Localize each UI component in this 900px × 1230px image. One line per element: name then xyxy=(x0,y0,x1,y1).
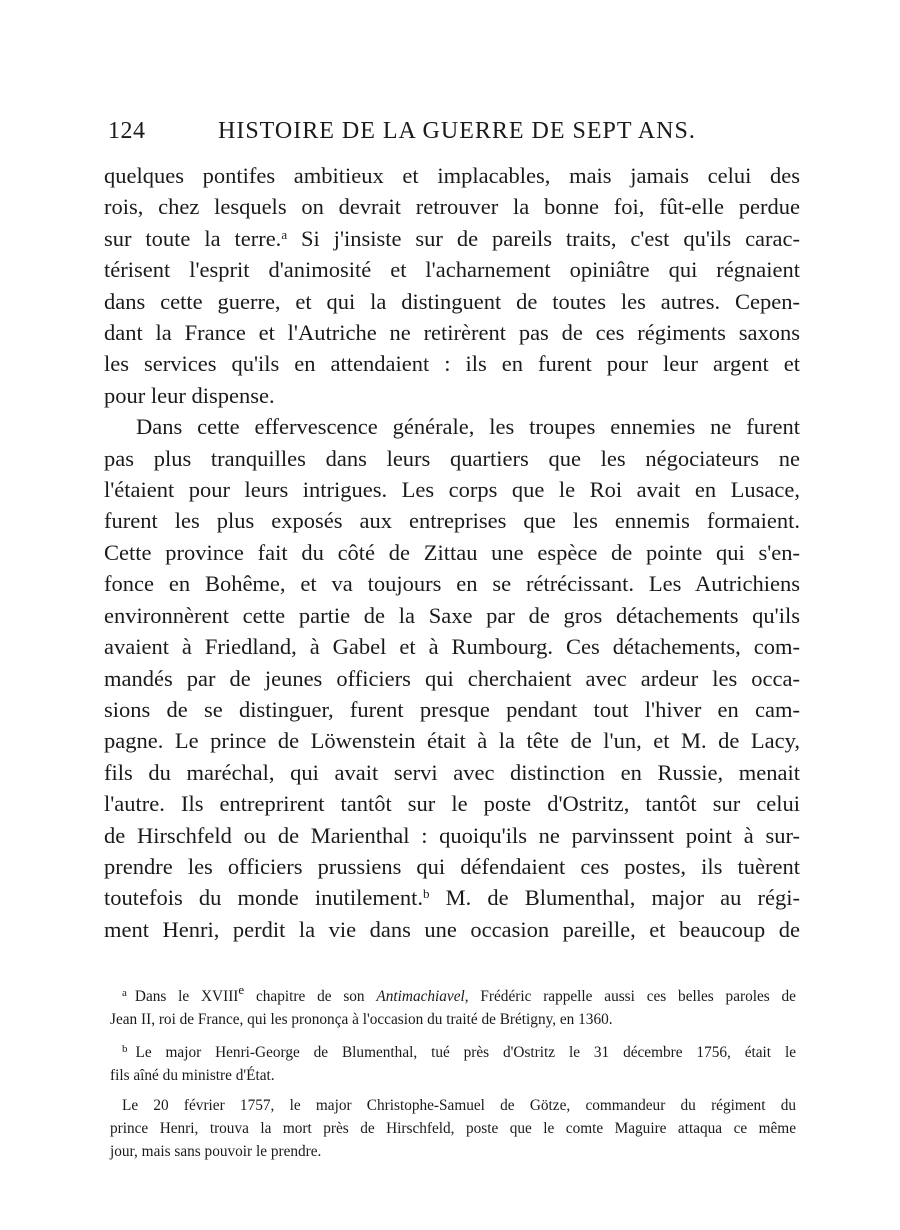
footnote-ref-a: a xyxy=(281,226,288,242)
footnote-a-line xyxy=(110,982,796,1008)
text-line: l'étaient pour leurs intrigues. Les corps que le Roi avait en Lusace, xyxy=(104,477,800,503)
text-line: de Hirschfeld ou de Marienthal : quoiqu'ils ne parvinssent point à sur- xyxy=(104,822,800,848)
footnote-b-line: jour, mais sans pouvoir le prendre. xyxy=(110,1143,322,1160)
text-line: furent les plus exposés aux entreprises que les ennemis formaient. xyxy=(104,508,800,534)
text-line: quelques pontifes ambitieux et implacables, mais jamais celui des xyxy=(104,163,800,188)
footnote-book-title: Antimachiavel, xyxy=(376,988,469,1005)
footnote-b-line: fils aîné du ministre d'État. xyxy=(110,1067,275,1084)
text-line: rois, chez lesquels on devrait retrouver la bonne foi, fût-elle perdue xyxy=(104,194,800,220)
page-header xyxy=(104,118,804,152)
footnotes xyxy=(110,982,796,1163)
text-line: térisent l'esprit d'animosité et l'acharnement opiniâtre qui régnaient xyxy=(104,257,800,283)
text-line: mandés par de jeunes officiers qui cherchaient avec ardeur les occa- xyxy=(104,665,800,691)
text-line: avaient à Friedland, à Gabel et à Rumbourg. Ces détachements, com- xyxy=(104,634,800,660)
text-line: fils du maréchal, qui avait servi avec distinction en Russie, menait xyxy=(104,759,800,785)
footnote-b-line: Le 20 février 1757, le major Christophe-Samuel de Götze, commandeur du régiment du xyxy=(122,1097,796,1114)
text-line xyxy=(104,882,800,913)
text-line: pour leur dispense. xyxy=(104,382,275,408)
text-line: sions de se distinguer, furent presque pendant tout l'hiver en cam- xyxy=(104,696,800,722)
text-line: Cette province fait du côté de Zittau une espèce de pointe qui s'en- xyxy=(104,539,800,565)
running-title: HISTOIRE DE LA GUERRE DE SEPT ANS. xyxy=(218,118,696,144)
footnote-a-line: Jean II, roi de France, qui les prononça à l'occasion du traité de Brétigny, en 1360. xyxy=(110,1011,613,1028)
text-line: dans cette guerre, et qui la distinguent de toutes les autres. Cepen- xyxy=(104,288,800,314)
footnote-text: Frédéric rappelle aussi ces belles paroles de xyxy=(468,988,796,1005)
page-number: 124 xyxy=(108,118,146,144)
footnote-text: chapitre de son xyxy=(244,988,377,1005)
text-line: pas plus tranquilles dans leurs quartiers que les négociateurs ne xyxy=(104,445,800,471)
footnote-b-line xyxy=(110,1038,796,1064)
footnote-ref-b: b xyxy=(423,886,430,902)
text-line: prendre les officiers prussiens qui défendaient ces postes, ils tuèrent xyxy=(104,853,800,879)
footnote-marker-a: a xyxy=(122,987,127,999)
footnote-marker-b: b xyxy=(122,1043,128,1055)
text-fragment: M. de Blumenthal, major au régi- xyxy=(429,885,800,911)
text-line xyxy=(104,223,800,254)
text-fragment: sur toute la terre. xyxy=(104,225,282,251)
main-text xyxy=(104,160,800,945)
text-line: l'autre. Ils entreprirent tantôt sur le poste d'Ostritz, tantôt sur celui xyxy=(104,791,800,817)
text-line: Dans cette effervescence générale, les troupes ennemies ne furent xyxy=(136,414,800,440)
text-line: les services qu'ils en attendaient : ils en furent pour leur argent et xyxy=(104,351,800,377)
text-line: environnèrent cette partie de la Saxe par de gros détachements qu'ils xyxy=(104,602,800,628)
text-fragment: toutefois du monde inutilement. xyxy=(104,885,423,911)
footnote-superscript: e xyxy=(238,982,245,997)
footnote-text: Le major Henri-George de Blumenthal, tué près d'Ostritz le 31 décembre 1756, était le xyxy=(135,1044,796,1061)
text-line: fonce en Bohême, et va toujours en se rétrécissant. Les Autrichiens xyxy=(104,571,800,597)
footnote-b-line: prince Henri, trouva la mort près de Hirschfeld, poste que le comte Maguire attaqua ce même xyxy=(110,1120,796,1137)
text-line: dant la France et l'Autriche ne retirèrent pas de ces régiments saxons xyxy=(104,320,800,346)
footnote-text: Dans le XVIII xyxy=(134,988,239,1005)
text-line: pagne. Le prince de Löwenstein était à la tête de l'un, et M. de Lacy, xyxy=(104,728,800,754)
text-fragment: Si j'insiste sur de pareils traits, c'est qu'ils carac- xyxy=(287,225,800,251)
text-line: ment Henri, perdit la vie dans une occasion pareille, et beaucoup de xyxy=(104,916,800,942)
